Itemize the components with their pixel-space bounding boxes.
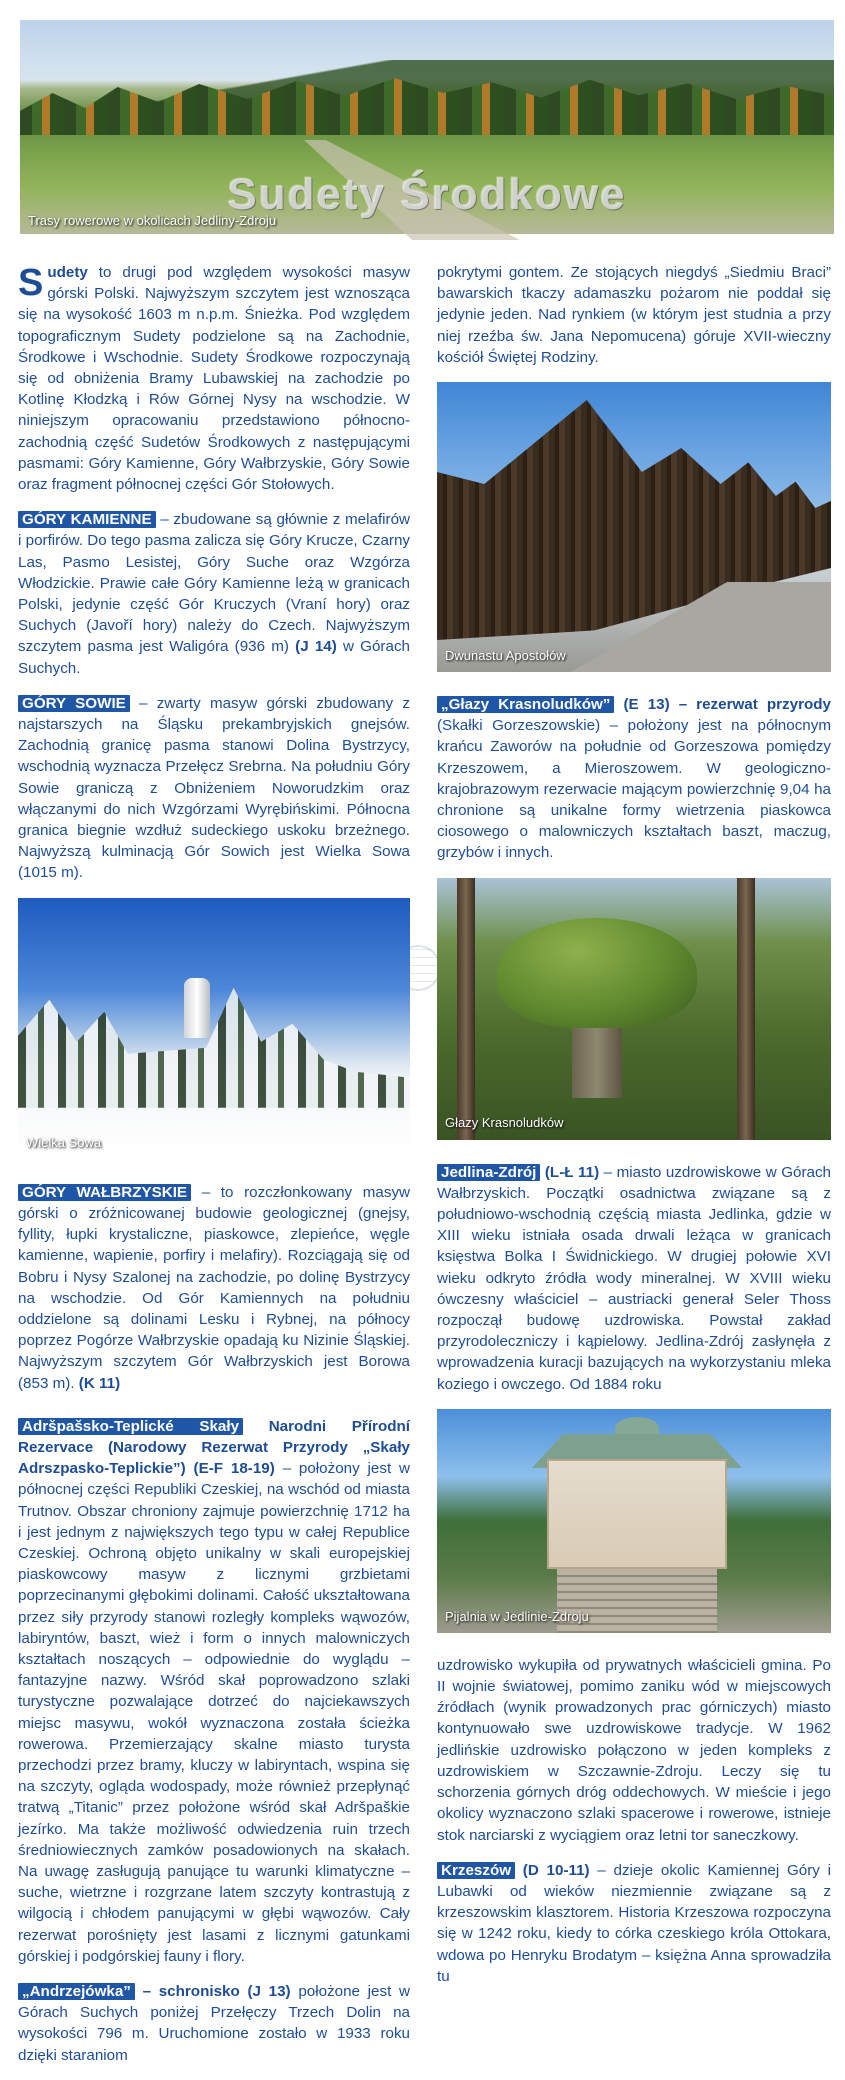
text-gory-kamienne-b: w Górach Suchych. <box>18 638 410 677</box>
mossy-rock <box>497 918 697 1028</box>
intro-paragraph <box>18 262 410 495</box>
heading-adrspach: Adršpašsko-Teplické Skały <box>18 1418 243 1435</box>
subheading-krzeszow: (D 10-11) <box>515 1861 590 1879</box>
photo-wielka-sowa <box>18 898 410 1160</box>
section-krzeszow <box>437 1860 831 1987</box>
observation-tower <box>184 978 210 1038</box>
heading-gory-sowie: GÓRY SOWIE <box>18 695 130 712</box>
photo-pijalnia <box>437 1409 831 1633</box>
section-andrzejowka <box>18 1981 410 2066</box>
continued-paragraph: pokrytymi gontem. Ze stojących niegdyś „Siedmiu Braci” bawarskich tkaczy adamaszku pożarom nie poddał się jedynie jeden. Nad rynkiem (w którym jest studnia a przy niej rzeźba św. Jana Nepomucena) góruje XVII-wieczny kościół Świętej Rodziny. <box>437 264 831 366</box>
section-adrspach <box>18 1416 410 1967</box>
heading-gory-kamienne: GÓRY KAMIENNE <box>18 511 156 528</box>
ref-gory-walbrzyskie: (K 11) <box>78 1374 121 1392</box>
text-krzeszow: – dzieje okolic Kamiennej Góry i Lubawki od wieków niezmiennie związane są z krzeszowskim klasztorem. Historia Krzeszowa rozpoczyna się w 1242 roku, kiedy to córka czeskiego króla Ottokara, wdowa po Henryku Brodatym – księżna Anna sprowadziła tu <box>437 1861 831 1985</box>
photo-glazy-krasnoludkow <box>437 878 831 1140</box>
text-adrspach: – położony jest w północnej części Republiki Czeskiej, na wschód od miasta Trutnov. Obszar chroniony zajmuje powierzchnię 1712 ha i jest jednym z największych tego typu w całej Republice Czeskiej. Ochroną objęto unikalny w skali europejskiej piaskowcowy masyw z licznymi grzbietami poprzecinanymi głębokimi dolinami. Całość ukształtowana przez siły przyrody stanowi rozległy kompleks wąwozów, labiryntów, baszt, wież i form o innych malowniczych kształtach noszących – odpowiednie do wyglądu – fantazyjne nazwy. Wśród skał poprowadzono szlaki turystyczne pozwalające dotrzeć do najciekawszych miejsc masywu, wokół wyznaczona została ścieżka rowerowa. Przemierzający skalne miasto turysta przechodzi przez bramy, kluczy w labiryntach, wspina się na szczyty, ogląda wodospady, może również przepłynąć tratwą „Titanic” przez położone wśród skał Adršpaškie jezírko. Ma także możliwość odwiedzenia ruin trzech średniowiecznych zamków posadowionych na skałach. Na uwagę zasługują panujące tu warunki klimatyczne – suche, wietrzne i rozgrzane latem szczyty kontrastują z wilgocią i chłodem panującymi w głębi wąwozów. Cały rezerwat porośnięty jest lasami z licznymi gatunkami górskiej i podgórskiej fauny i flory. <box>18 1460 410 1965</box>
section-gory-sowie <box>18 693 410 884</box>
section-gory-walbrzyskie <box>18 1182 410 1394</box>
subheading-glazy: (E 13) – rezerwat przyrody <box>614 696 831 714</box>
rock-stem <box>572 1018 622 1098</box>
right-column <box>437 262 831 2001</box>
text-gory-walbrzyskie: – to rozczłonkowany masyw górski o zróżnicowanej budowie geologicznej (gnejsy, fyllity, łupki krystaliczne, piaskowce, zlepieńce, węgle kamienne, wapienie, porfiry i melafiry). Rozciągają się od Bobru i Nysy Szalonej na zachodzie, po dolinę Bystrzycy na wschodzie. Od Gór Kamiennych na południu oddzielone są dolinami Lesku i Rybnej, na północy poprzez Pogórze Wałbrzyskie opadają ku Nizinie Śląskiej. Najwyższym szczytem Gór Wałbrzyskich jest Borowa (853 m). <box>18 1183 411 1392</box>
photo-dwunastu-apostolow <box>437 382 831 672</box>
drop-cap: S <box>18 262 44 304</box>
section-gory-kamienne <box>18 509 410 679</box>
heading-krzeszow: Krzeszów <box>437 1862 515 1879</box>
ref-gory-kamienne: (J 14) <box>295 638 337 656</box>
text-andrzejowka: położone jest w Górach Suchych poniżej Przełęczy Trzech Dolin na wysokości 796 m. Uruchomione zostało w 1933 roku dzięki staraniom <box>18 1983 410 2064</box>
tree-trunk <box>457 878 475 1140</box>
pavilion <box>547 1459 727 1569</box>
snowy-trees <box>18 988 410 1108</box>
text-gory-sowie: – zwarty masyw górski zbudowany z najstarszych na Śląsku prekambryjskich gnejsów. Zachodnią granicę pasma stanowi Dolina Bystrzycy, wschodnią wyznacza Przełęcz Srebrna. Na południu Góry Sowie graniczą z Obniżeniem Noworudzkim oraz włączanymi do nich Wzgórzami Wyrębińskimi. Północna granica biegnie wzdłuż sudeckiego uskoku brzeżnego. Najwyższą kulminacją Gór Sowich jest Wielka Sowa (1015 m). <box>18 694 410 882</box>
subheading-adrspach: Narodni Přírodní Rezervace (Narodowy Rezerwat Przyrody „Skały Adrszpasko-Teplickie”) (E-F 18-19) <box>18 1417 410 1478</box>
tree-trunk <box>737 878 755 1140</box>
heading-jedlina: Jedlina-Zdrój <box>437 1164 540 1181</box>
section-jedlina-continued: uzdrowisko wykupiła od prywatnych właścicieli gmina. Po II wojnie światowej, pomimo zaniku wód w miejscowych źródłach (wynik prowadzonych prac górniczych) miasto kontynuowało swe uzdrowiskowe tradycje. W 1962 jedlińskie uzdrowisko połączono w jeden kompleks z uzdrowiskiem w Szczawnie-Zdroju. Leczy się tu schorzenia górnych dróg oddechowych. W mieście i jego okolicy wyznaczono szlaki spacerowe i rowerowe, istnieje stok narciarski z wyciągiem oraz letni tor saneczkowy. <box>437 1656 831 1844</box>
text-jedlina: – miasto uzdrowiskowe w Górach Wałbrzyskich. Początki osadnictwa związane są z południowo-wschodnią częścią miasta Jedlinka, gdzie w XIII wieku istniała osada drwali leżąca w granicach księstwa Bolka I Świdnickiego. W drugiej połowie XVI wieku odkryto źródła wody mineralnej. W XVIII wieku ówczesny właściciel – austriacki generał Seler Thoss rozpoczął budowę uzdrowiska. Powstał zakład przyrodoleczniczy i kąpielowy. Jedlina-Zdrój zasłynęła z wprowadzenia kuracji bazujących na wykorzystaniu mleka koziego i owczego. Od 1884 roku <box>437 1163 831 1393</box>
heading-andrzejowka: „Andrzejówka” <box>18 1983 135 2000</box>
intro-keyword: udety <box>47 264 88 281</box>
photo-caption: Głazy Krasnoludków <box>445 1115 564 1131</box>
subheading-jedlina: (L-Ł 11) <box>540 1163 600 1181</box>
text-gory-kamienne-a: – zbudowane są głównie z melafirów i porfirów. Do tego pasma zalicza się Góry Krucze, Czarny Las, Pasmo Lesistej, Góry Suche oraz Wzgórza Włodzickie. Prawie całe Góry Kamienne leżą w granicach Polski, jedynie część Gór Kruczych (Vraní hory) oraz Suchych (Javoří hory) należy do Czech. Najwyższym szczytem pasma jest Waligóra (936 m) <box>18 511 411 656</box>
intro-text: to drugi pod względem wysokości masyw górski Polski. Najwyższym szczytem jest wznosząca się na wysokość 1603 m n.p.m. Śnieżka. Pod względem topograficznym Sudety podzielone są na Zachodnie, Środkowe i Wschodnie. Sudety Środkowe rozpoczynają się od obniżenia Bramy Lubawskiej na zachodzie po Kotlinę Kłodzką i Rów Górnej Nysy na wschodzie. W niniejszym opracowaniu przedstawiono północno-zachodnią część Sudetów Środkowych z następującymi pasmami: Góry Kamienne, Góry Wałbrzyskie, Góry Sowie oraz fragment północnej części Gór Stołowych. <box>18 264 410 494</box>
photo-caption: Dwunastu Apostołów <box>445 647 566 663</box>
subheading-andrzejowka: – schronisko (J 13) <box>134 1983 291 2000</box>
section-jedlina <box>437 1162 831 1395</box>
left-column <box>18 262 410 2080</box>
heading-glazy: „Głazy Krasnoludków” <box>437 696 614 713</box>
page-title: Sudety Środkowe <box>227 170 627 219</box>
hero-caption: Trasy rowerowe w okolicach Jedliny-Zdroju <box>28 213 277 228</box>
photo-caption: Pijalnia w Jedlinie-Zdroju <box>445 1608 589 1624</box>
photo-caption: Wielka Sowa <box>26 1135 102 1151</box>
heading-gory-walbrzyskie: GÓRY WAŁBRZYSKIE <box>18 1184 191 1201</box>
section-glazy <box>437 694 831 864</box>
hero-photo <box>20 20 834 234</box>
text-glazy: (Skałki Gorzeszowskie) – położony jest na północnym krańcu Zaworów na południe od Gorzeszowa pomiędzy Krzeszowem, a Mieroszowem. W geologiczno-krajobrazowym rezerwacie mającym powierzchnię 9,04 ha chronione są unikalne formy wietrzenia piaskowca ciosowego o malowniczych kształtach baszt, maczug, grzybów i innych. <box>437 717 831 862</box>
